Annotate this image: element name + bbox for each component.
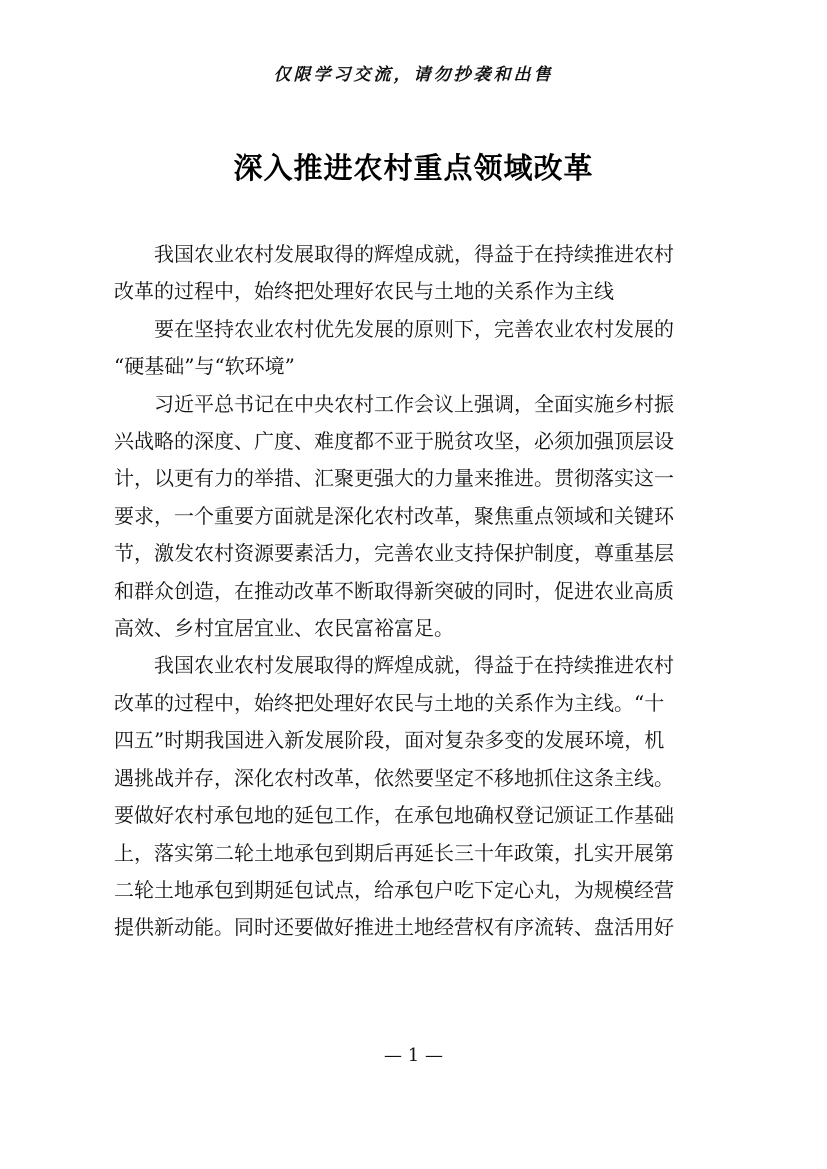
paragraph-line: 二轮土地承包到期延包试点，给承包户吃下定心丸，为规模经营 xyxy=(114,877,674,902)
paragraph-line: 我国农业农村发展取得的辉煌成就，得益于在持续推进农村 xyxy=(154,242,674,266)
page-title: 深入推进农村重点领域改革 xyxy=(233,151,594,185)
paragraph-line: 兴战略的深度、广度、难度都不亚于脱贫攻坚，必须加强顶层设 xyxy=(114,429,674,454)
paragraph-line: 遇挑战并存，深化农村改革，依然要坚定不移地抓住这条主线。 xyxy=(114,765,674,790)
paragraph-line: 我国农业农村发展取得的辉煌成就，得益于在持续推进农村 xyxy=(154,653,674,678)
paragraph-line: “硬基础”与“软环境” xyxy=(114,354,295,379)
paragraph-line: 改革的过程中，始终把处理好农民与土地的关系作为主线。“十 xyxy=(114,690,665,715)
header-note: 仅限学习交流，请勿抄袭和出售 xyxy=(273,65,554,85)
paragraph-line: 四五”时期我国进入新发展阶段，面对复杂多变的发展环境，机 xyxy=(114,728,665,753)
page-number: — 1 — xyxy=(384,1045,443,1066)
paragraph-line: 要做好农村承包地的延包工作，在承包地确权登记颁证工作基础 xyxy=(114,803,674,828)
paragraph-line: 要求，一个重要方面就是深化农村改革，聚焦重点领域和关键环 xyxy=(114,503,674,528)
paragraph-line: 改革的过程中，始终把处理好农民与土地的关系作为主线 xyxy=(114,279,614,304)
paragraph-line: 要在坚持农业农村优先发展的原则下，完善农业农村发展的 xyxy=(154,316,674,341)
paragraph-line: 高效、乡村宜居宜业、农民富裕富足。 xyxy=(114,616,454,641)
paragraph-line: 习近平总书记在中央农村工作会议上强调，全面实施乡村振 xyxy=(154,391,674,416)
paragraph-line: 上，落实第二轮土地承包到期后再延长三十年政策，扎实开展第 xyxy=(114,840,674,865)
paragraph-line: 和群众创造，在推动改革不断取得新突破的同时，促进农业高质 xyxy=(114,578,674,603)
paragraph-line: 提供新动能。同时还要做好推进土地经营权有序流转、盘活用好 xyxy=(114,915,674,940)
paragraph-line: 节，激发农村资源要素活力，完善农业支持保护制度，尊重基层 xyxy=(114,541,674,566)
body-text xyxy=(114,236,719,947)
paragraph-line: 计，以更有力的举措、汇聚更强大的力量来推进。贯彻落实这一 xyxy=(114,466,674,491)
